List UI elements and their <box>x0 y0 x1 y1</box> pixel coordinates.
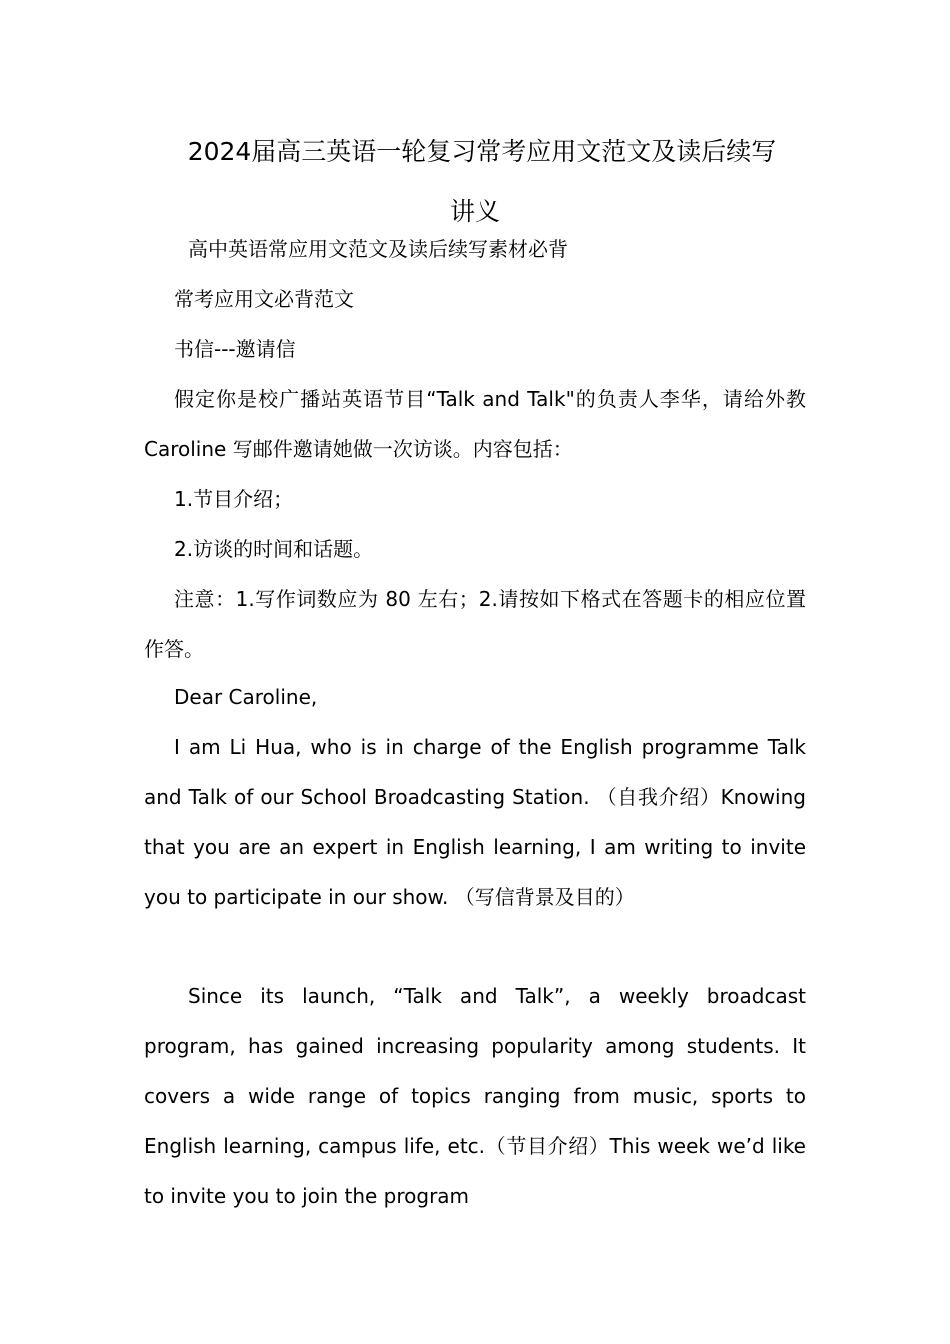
content-point-2: 2.访谈的时间和话题。 <box>174 537 374 561</box>
category-label: 书信---邀请信 <box>174 337 296 361</box>
content-point-1: 1.节目介绍； <box>174 487 294 511</box>
letter-paragraph-1: I am Li Hua, who is in charge of the English programme Talk and Talk of our School Broadcasting Station. （自我介绍）Knowing that you are an expert in English learning, I am writing to invite you to participate in our show. （写信背景及目的） <box>144 735 806 909</box>
subtitle: 高中英语常应用文范文及读后续写素材必背 <box>188 237 568 261</box>
section-heading: 常考应用文必背范文 <box>174 287 354 311</box>
writing-prompt: 假定你是校广播站英语节目“Talk and Talk"的负责人李华，请给外教 Caroline 写邮件邀请她做一次访谈。内容包括： <box>144 387 806 461</box>
title-line-1: 2024届高三英语一轮复习常考应用文范文及读后续写 <box>187 137 777 166</box>
letter-salutation: Dear Caroline, <box>174 685 318 709</box>
letter-paragraph-2: Since its launch, “Talk and Talk”, a weekly broadcast program, has gained increasing popularity among students. It covers a wide range of topics ranging from music, sports to English learning, campus life, etc.（节目介绍）This week we’d like to invite you to join the program <box>144 984 806 1208</box>
title-line-2: 讲义 <box>449 197 500 226</box>
writing-note: 注意：1.写作词数应为 80 左右；2.请按如下格式在答题卡的相应位置作答。 <box>144 587 806 661</box>
